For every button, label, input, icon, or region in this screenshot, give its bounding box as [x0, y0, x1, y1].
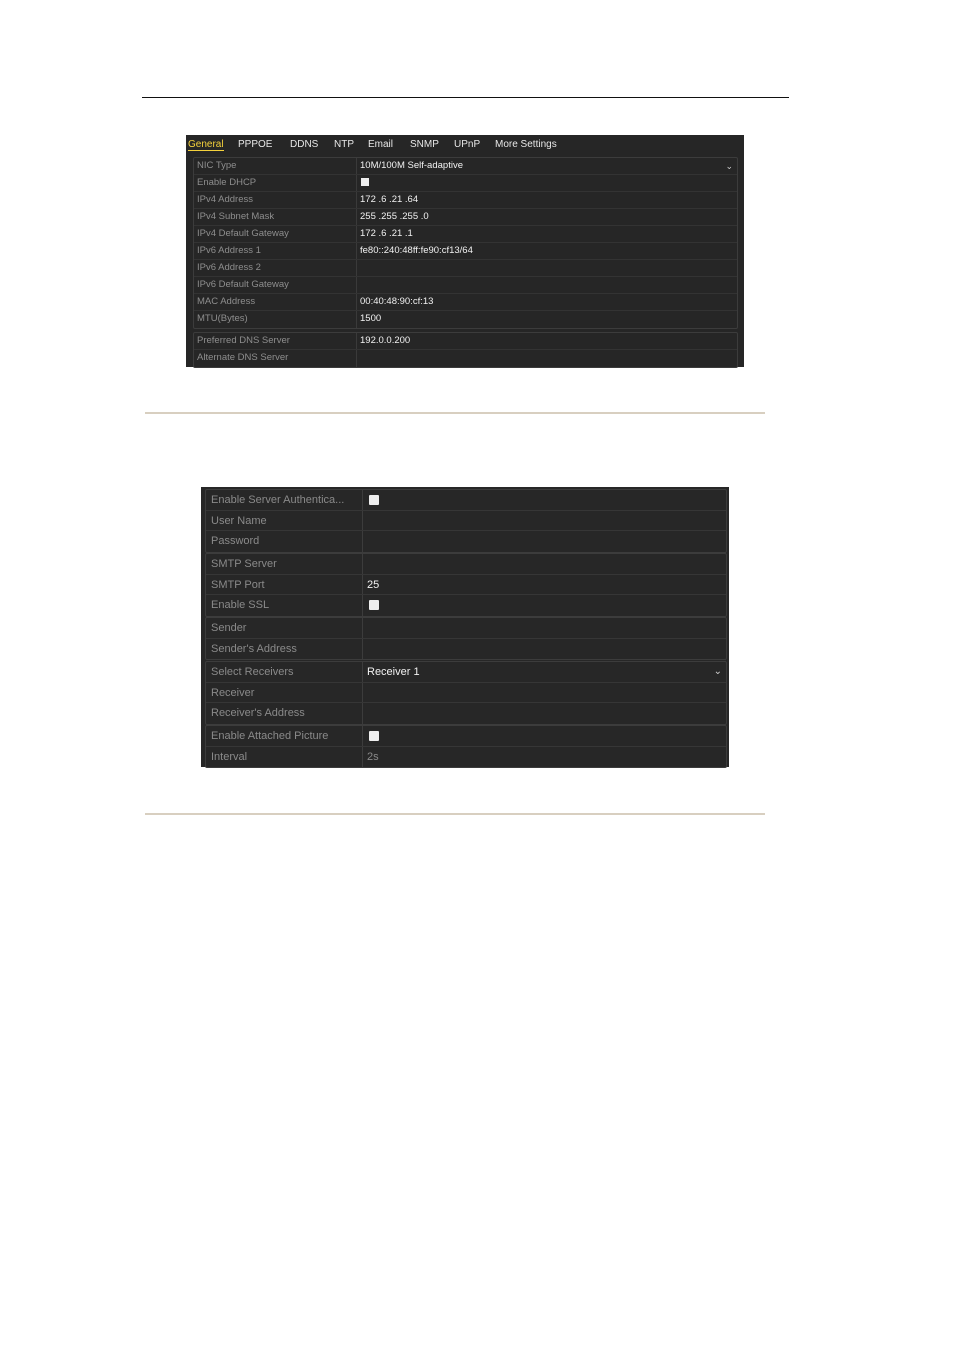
mtu-row — [194, 311, 737, 328]
enable-ssl-label: Enable SSL — [211, 599, 270, 611]
sender-row — [206, 618, 726, 639]
tab-bar — [186, 135, 744, 154]
receiver-group — [205, 661, 727, 725]
receiver-label: Receiver — [211, 686, 255, 699]
receiver-row — [206, 683, 726, 704]
ipv4-gateway-field[interactable]: 172 .6 .21 .1 — [360, 228, 413, 239]
tab-email[interactable]: Email — [368, 139, 394, 150]
nic-type-label: NIC Type — [197, 160, 237, 171]
tab-ntp[interactable]: NTP — [334, 139, 354, 150]
attached-picture-checkbox[interactable] — [369, 731, 379, 741]
password-label: Password — [211, 535, 260, 547]
tab-general[interactable]: General — [188, 139, 224, 150]
mtu-label: MTU(Bytes) — [197, 313, 248, 324]
network-fields-group — [193, 157, 738, 329]
select-receivers-row — [206, 662, 726, 683]
ipv4-address-field[interactable]: 172 .6 .21 .64 — [360, 194, 419, 205]
ipv4-gateway-row — [194, 226, 737, 243]
preferred-dns-row — [194, 333, 737, 350]
interval-value[interactable]: 2s — [367, 750, 379, 763]
section-divider — [145, 412, 765, 414]
enable-ssl-checkbox[interactable] — [369, 600, 379, 610]
tab-snmp[interactable]: SNMP — [410, 139, 439, 150]
nic-type-row — [194, 158, 737, 175]
sender-address-row — [206, 639, 726, 660]
tab-upnp[interactable]: UPnP — [454, 139, 481, 150]
preferred-dns-field[interactable]: 192.0.0.200 — [360, 335, 411, 346]
user-name-label: User Name — [211, 514, 267, 527]
sender-group — [205, 617, 727, 660]
enable-ssl-row — [206, 595, 726, 616]
ipv4-subnet-field[interactable]: 255 .255 .255 .0 — [360, 211, 429, 222]
auth-group — [205, 489, 727, 553]
preferred-dns-label: Preferred DNS Server — [197, 335, 290, 346]
ipv6-gateway-label: IPv6 Default Gateway — [197, 279, 289, 290]
ipv4-address-row — [194, 192, 737, 209]
alternate-dns-label: Alternate DNS Server — [197, 352, 289, 363]
server-auth-row — [206, 490, 726, 511]
tab-pppoe[interactable]: PPPOE — [238, 139, 273, 150]
attached-picture-label: Enable Attached Picture — [211, 730, 329, 742]
sender-address-label: Sender's Address — [211, 642, 297, 655]
mac-address-label: MAC Address — [197, 296, 256, 307]
mac-address-row — [194, 294, 737, 311]
ipv4-subnet-label: IPv4 Subnet Mask — [197, 211, 275, 222]
smtp-server-label: SMTP Server — [211, 558, 277, 570]
receiver-address-label: Receiver's Address — [211, 707, 305, 719]
smtp-port-field[interactable]: 25 — [367, 578, 380, 591]
mtu-field[interactable]: 1500 — [360, 313, 382, 324]
ipv6-address1-row — [194, 243, 737, 260]
enable-dhcp-label: Enable DHCP — [197, 177, 257, 188]
ipv4-subnet-row — [194, 209, 737, 226]
select-receivers-label: Select Receivers — [211, 666, 294, 678]
section-divider — [145, 813, 765, 815]
dns-fields-group — [193, 332, 738, 368]
alternate-dns-row — [194, 350, 737, 367]
sender-label: Sender — [211, 622, 247, 634]
ipv6-gateway-row — [194, 277, 737, 294]
ipv6-address2-label: IPv6 Address 2 — [197, 262, 261, 273]
header-rule — [142, 97, 789, 98]
select-receivers-dropdown[interactable]: Receiver 1 — [367, 666, 420, 678]
ipv6-address2-row — [194, 260, 737, 277]
smtp-server-row — [206, 554, 726, 575]
smtp-group — [205, 553, 727, 617]
attached-picture-row — [206, 726, 726, 747]
tab-more-settings[interactable]: More Settings — [495, 139, 557, 150]
smtp-port-row — [206, 575, 726, 596]
mac-address-value: 00:40:48:90:cf:13 — [360, 296, 434, 307]
ipv6-address1-field[interactable]: fe80::240:48ff:fe90:cf13/64 — [360, 245, 473, 256]
tab-ddns[interactable]: DDNS — [290, 139, 319, 150]
interval-label: Interval — [211, 750, 248, 763]
network-settings-panel — [186, 135, 744, 367]
user-name-row — [206, 511, 726, 532]
nic-type-select[interactable]: 10M/100M Self-adaptive — [360, 160, 463, 171]
attachment-group — [205, 725, 727, 768]
server-auth-checkbox[interactable] — [369, 495, 379, 505]
ipv6-address1-label: IPv6 Address 1 — [197, 245, 261, 256]
server-auth-label: Enable Server Authentica... — [211, 494, 345, 506]
password-row — [206, 531, 726, 552]
email-settings-panel — [201, 487, 729, 767]
interval-row — [206, 747, 726, 768]
chevron-down-icon[interactable]: ⌄ — [725, 161, 733, 171]
chevron-down-icon[interactable]: ⌄ — [713, 666, 722, 677]
smtp-port-label: SMTP Port — [211, 578, 265, 591]
enable-dhcp-row — [194, 175, 737, 192]
enable-dhcp-checkbox[interactable] — [361, 178, 369, 186]
receiver-address-row — [206, 703, 726, 724]
ipv4-address-label: IPv4 Address — [197, 194, 253, 205]
ipv4-gateway-label: IPv4 Default Gateway — [197, 228, 289, 239]
